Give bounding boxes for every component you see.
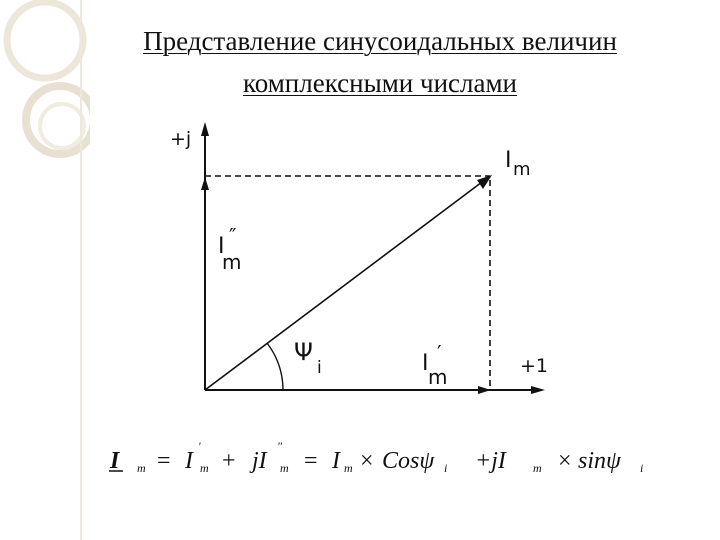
formula-cos: Cosψ (382, 448, 435, 474)
imag-part-label: I (218, 234, 225, 259)
axis-real-label: +1 (520, 355, 549, 377)
formula-term-im: jI (252, 448, 267, 474)
formula-eq1: = (157, 448, 171, 474)
real-part-prime: ′ (437, 341, 442, 365)
formula-term-im-bold: I (110, 448, 120, 474)
imag-part-prime: ″ (229, 224, 237, 248)
formula-prime3: " (277, 440, 283, 453)
axis-imag-label: +j (170, 128, 192, 150)
formula-eq2: = (304, 448, 318, 474)
vector-sub: m (513, 159, 531, 180)
formula-term-amp: I (332, 448, 340, 474)
angle-label: Ψ (294, 338, 313, 366)
formula-plus2: +jI (475, 448, 506, 474)
formula-term-re: I (185, 448, 193, 474)
formula-times1: × (360, 448, 374, 474)
vector-label: I (505, 148, 512, 173)
formula-sub3: m (280, 461, 289, 475)
formula-sub1: m (137, 461, 146, 475)
formula-sub2: m (200, 461, 209, 475)
formula-times2: × (558, 448, 572, 474)
imag-part-sub: m (222, 250, 242, 274)
real-part-arrow (478, 386, 491, 394)
angle-arc (267, 343, 283, 390)
real-part-sub: m (428, 365, 448, 389)
real-axis-arrow (531, 386, 545, 394)
imag-part-arrow (201, 177, 209, 190)
phasor-vector (205, 176, 490, 390)
imaginary-axis-arrow (201, 122, 209, 136)
formula-sin: sinψ (578, 448, 621, 474)
formula-plus1: + (222, 448, 236, 474)
complex-formula (100, 440, 700, 480)
formula-sub6: m (533, 461, 542, 475)
title-line-1: Представление синусоидальных величин (143, 26, 617, 56)
formula-sub5: i (444, 461, 448, 475)
formula-sub4: m (344, 461, 353, 475)
angle-sub: i (317, 358, 322, 378)
real-part-label: I (422, 351, 429, 376)
formula-prime2: ' (198, 440, 201, 453)
title-line-2: комплексными числами (242, 68, 518, 98)
formula-sub7: i (640, 461, 644, 475)
